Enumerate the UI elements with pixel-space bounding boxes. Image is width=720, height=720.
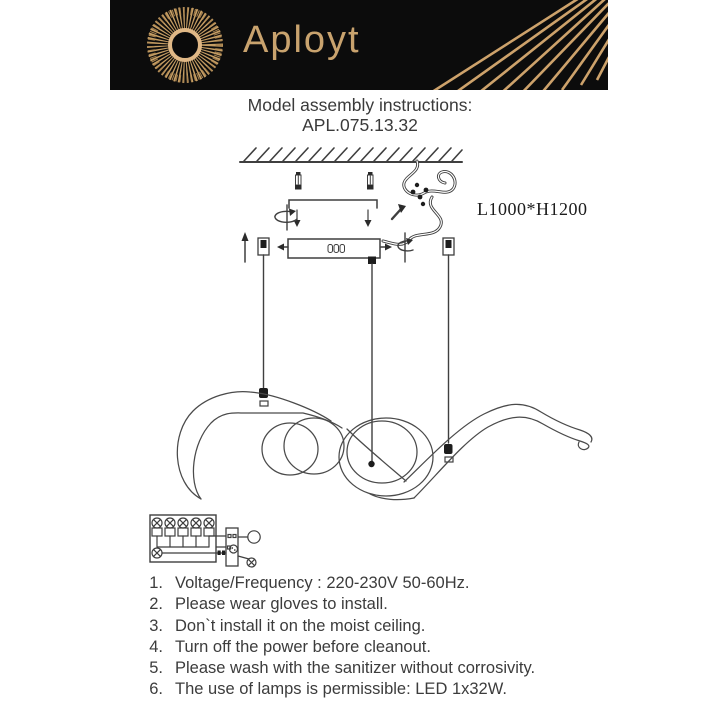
ground-screw bbox=[152, 548, 162, 558]
instruction-number: 2. bbox=[149, 595, 163, 614]
screw-icon bbox=[367, 172, 374, 190]
instruction-item bbox=[139, 616, 609, 637]
ceiling-line bbox=[240, 148, 462, 162]
instruction-number: 4. bbox=[149, 637, 163, 656]
lamp-ribbon bbox=[177, 392, 592, 500]
instruction-number: 5. bbox=[149, 659, 163, 678]
instruction-item bbox=[139, 573, 609, 594]
brand-name: Aployt bbox=[243, 19, 361, 61]
power-wire bbox=[383, 161, 455, 244]
canopy bbox=[288, 239, 380, 264]
instruction-item bbox=[139, 658, 609, 679]
rotate-icon bbox=[275, 205, 297, 230]
model-number: APL.075.13.32 bbox=[302, 115, 418, 135]
dimension-label: L1000*H1200 bbox=[477, 199, 588, 219]
terminal-screws bbox=[152, 518, 214, 547]
instruction-number: 1. bbox=[149, 574, 163, 592]
instruction-text: The use of lamps is permissible: LED 1x32W. bbox=[175, 680, 507, 699]
arrow-down-icon bbox=[365, 210, 372, 227]
arrow-up-icon bbox=[242, 232, 249, 262]
arrow-right-icon bbox=[381, 244, 392, 251]
instruction-text: Please wash with the sanitizer without corrosivity. bbox=[175, 659, 536, 678]
instruction-number: 6. bbox=[149, 680, 163, 699]
instruction-text: Voltage/Frequency : 220-230V 50-60Hz. bbox=[175, 574, 470, 592]
instruction-text: Please wear gloves to install. bbox=[175, 595, 388, 614]
page-title: Model assembly instructions: bbox=[247, 95, 473, 115]
instructions-list bbox=[139, 573, 609, 701]
instruction-text: Turn off the power before cleanout. bbox=[175, 637, 431, 656]
mounting-bracket bbox=[289, 200, 377, 227]
arrow-left-icon bbox=[277, 244, 288, 251]
wiring-diagram bbox=[150, 515, 260, 567]
instruction-item bbox=[139, 594, 609, 615]
cable-gripper bbox=[443, 238, 454, 255]
screw-icon bbox=[295, 172, 302, 190]
instruction-text: Don`t install it on the moist ceiling. bbox=[175, 616, 426, 635]
instruction-item bbox=[139, 679, 609, 700]
instruction-number: 3. bbox=[149, 616, 163, 635]
instruction-item bbox=[139, 637, 609, 658]
ground-symbol bbox=[247, 558, 256, 567]
cable-gripper bbox=[258, 238, 269, 255]
arrow-up-right-icon bbox=[392, 204, 406, 219]
